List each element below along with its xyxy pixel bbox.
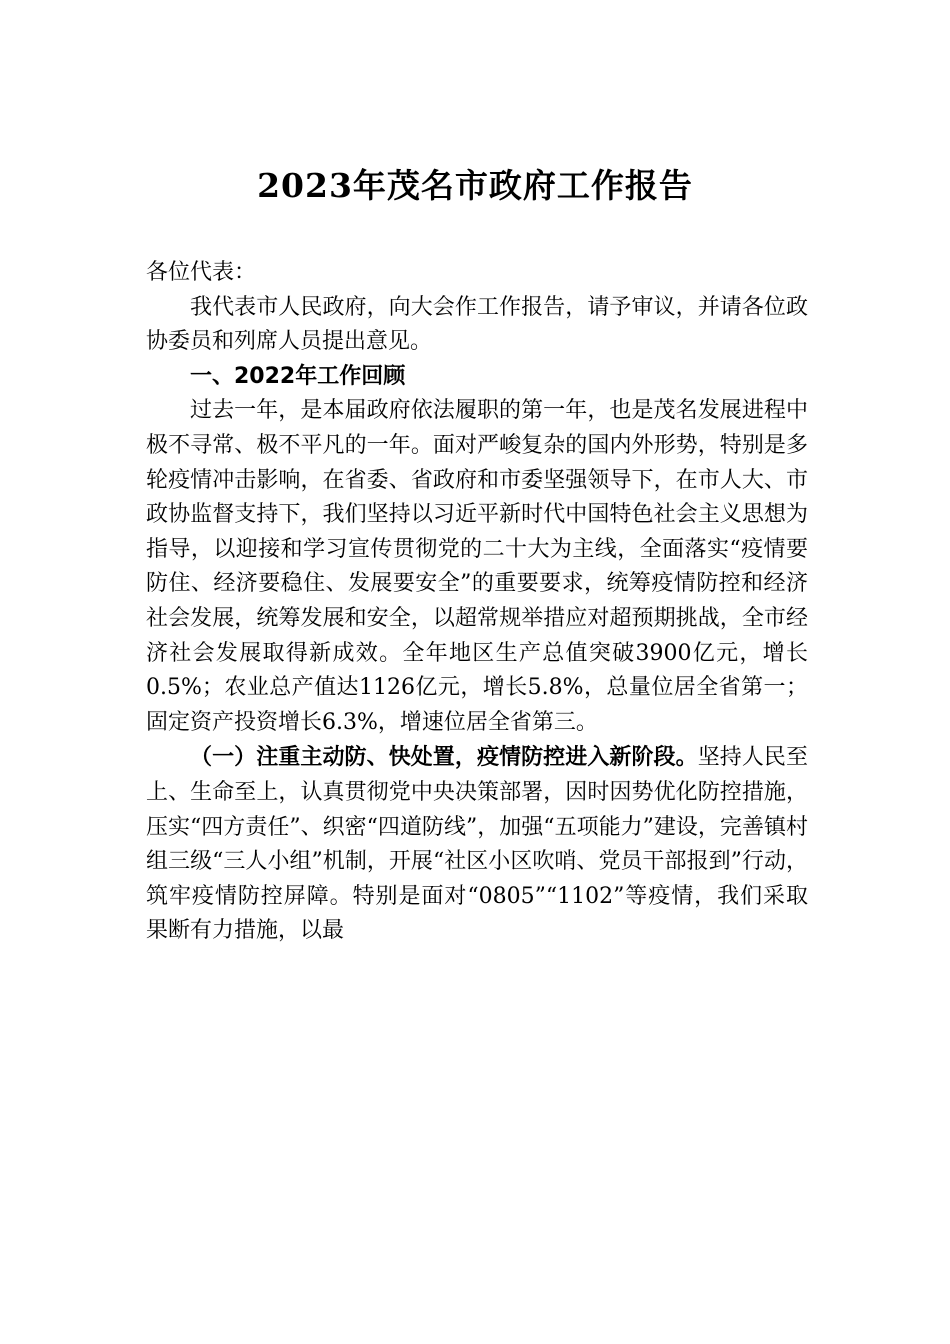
subsection-heading: （一）注重主动防、快处置，疫情防控进入新阶段。 bbox=[190, 744, 698, 771]
section-heading: 一、2022年工作回顾 bbox=[190, 363, 406, 389]
review-paragraph: 过去一年，是本届政府依法履职的第一年，也是茂名发展进程中极不寻常、极不平凡的一年。面对严峻复杂的国内外形势，特别是多轮疫情冲击影响，在省委、省政府和市委坚强领导下，在市人大、市政协监督支持下，我们坚持以习近平新时代中国特色社会主义思想为指导，以迎接和学习宣传贯彻党的二十大为主线，全面落实“疫情要防住、经济要稳住、发展要安全”的重要要求，统筹疫情防控和经济社会发展，统筹发展和安全，以超常规举措应对超预期挑战，全市经济社会发展取得新成效。全年地区生产总值突破3900亿元，增长0.5%；农业总产值达1126亿元，增长5.8%，总量位居全省第一；固定资产投资增长6.3%，增速位居全省第三。 bbox=[146, 398, 808, 735]
subsection-body: 坚持人民至上、生命至上，认真贯彻党中央决策部署，因时因势优化防控措施，压实“四方责任”、织密“四道防线”，加强“五项能力”建设，完善镇村组三级“三人小组”机制，开展“社区小区吹哨、党员干部报到”行动，筑牢疫情防控屏障。特别是面对“0805”“1102”等疫情，我们采取果断有力措施，以最 bbox=[146, 745, 808, 944]
document-body bbox=[146, 256, 808, 949]
salutation: 各位代表： bbox=[146, 260, 257, 285]
subsection-paragraph bbox=[146, 740, 808, 949]
document-title: 2023年茂名市政府工作报告 bbox=[257, 166, 693, 205]
intro-paragraph: 我代表市人民政府，向大会作工作报告，请予审议，并请各位政协委员和列席人员提出意见。 bbox=[146, 294, 808, 355]
